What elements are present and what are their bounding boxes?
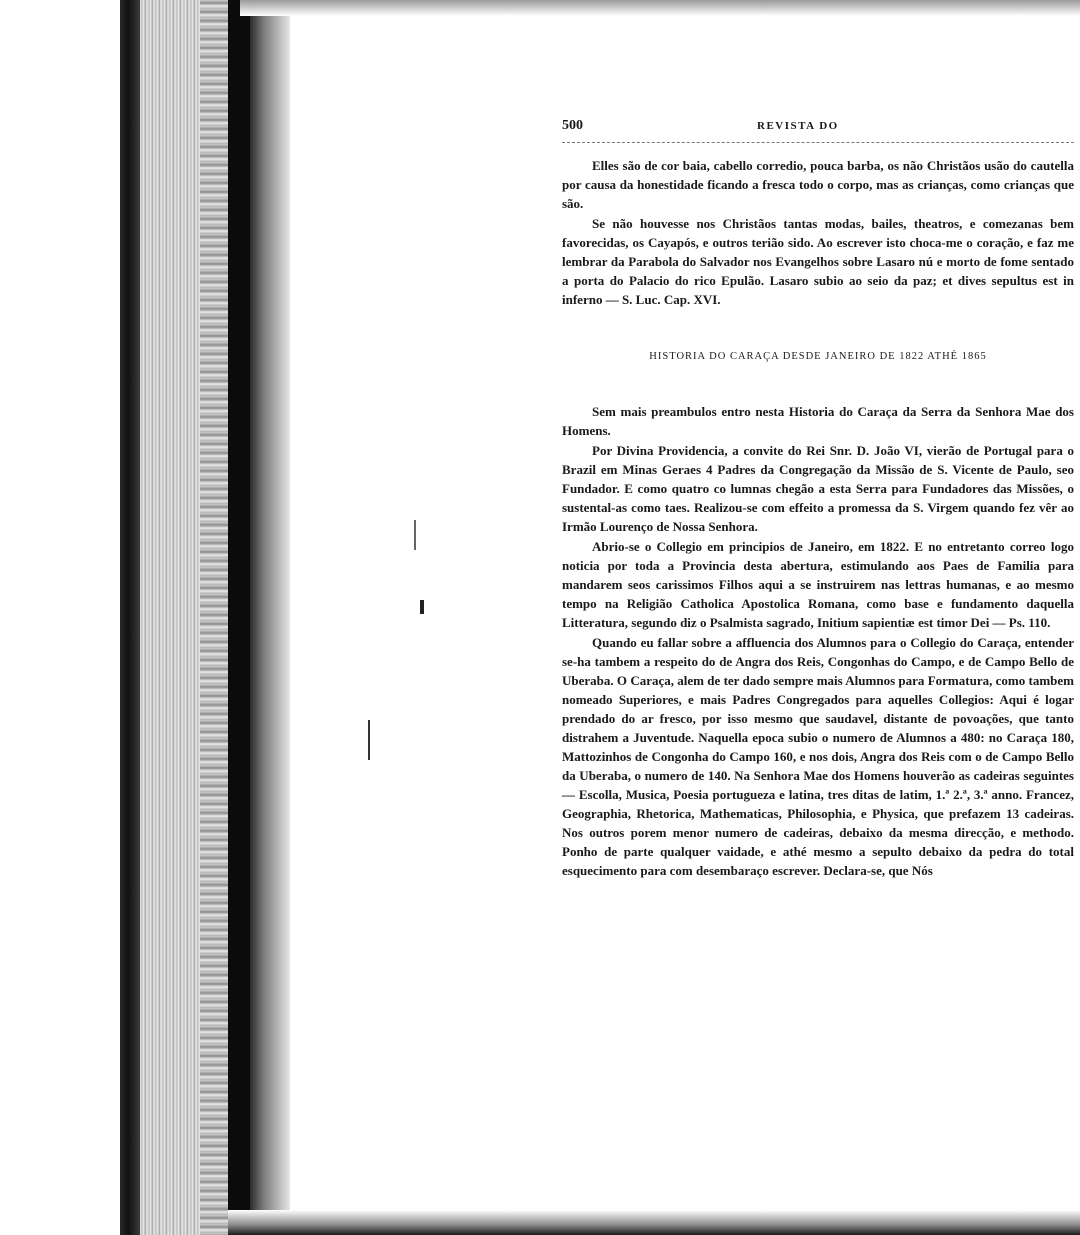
paragraph: Sem mais preambulos entro nesta Historia do Caraça da Serra da Senhora Mae dos Homens.: [562, 404, 1074, 438]
paragraph: Abrio-se o Collegio em principios de Janeiro, em 1822. E no entretanto correo logo noticia por toda a Provincia desta abertura, estimulando aos Paes de Familia para mandarem seos carissimos Filhos aqui a se instruirem nas lettras humanas, e ao mesmo tempo na Religião Catholica Apostolica Romana, como base e fundamento daquella Litteratura, segundo diz o Psalmista sagrado, Initium sapientiæ est timor Dei — Ps. 110.: [562, 539, 1074, 630]
paragraph: Se não houvesse nos Christãos tantas modas, bailes, theatros, e comezanas bem favorecidas, os Cayapós, e outros terião sido. Ao escrever isto choca-me o coração, e faz me lembrar da Parabola do Salvador nos Evangelhos sobre Lasaro nú e morto de fome sentado a porta do Palacio do rico Epulão. Lasaro subio ao seio da paz; et dives sepultus est in inferno — S. Luc. Cap. XVI.: [562, 216, 1074, 307]
binding-curve: [250, 0, 290, 1235]
page-edges: [140, 0, 202, 1235]
bleed-mark: [414, 520, 416, 550]
paragraph: Por Divina Providencia, a convite do Rei Snr. D. João VI, vierão de Portugal para o Brazil em Minas Geraes 4 Padres da Congregação da Missão de S. Vicente de Paulo, seo Fundador. E como quatro co lumnas chegão a esta Serra para Fundadores das Missões, o sustental-as como taes. Realizou-se com effeito a promessa da S. Virgem quando fez vêr ao Irmão Lourenço de Nossa Senhora.: [562, 443, 1074, 534]
bleed-mark: [420, 600, 424, 614]
section-heading: HISTORIA DO CARAÇA DESDE JANEIRO DE 1822 ATHÉ 1865: [649, 351, 987, 362]
bleed-mark: [368, 720, 370, 760]
header-rule: [562, 142, 1074, 144]
running-title: REVISTA DO: [757, 120, 839, 132]
binding-shadow: [228, 0, 250, 1235]
top-shadow: [240, 0, 1080, 16]
paragraph: Elles são de cor baia, cabello corredio, pouca barba, os não Christãos usão do cautella por causa da honestidade ficando a fresca todo o corpo, mas as crianças, como crianças que são.: [562, 158, 1074, 211]
paragraph: Quando eu fallar sobre a affluencia dos Alumnos para o Collegio do Caraça, entender se-ha tambem a respeito do de Angra dos Reis, Congonhas do Campo, e de Campo Bello de Uberaba. O Caraça, alem de ter dado sempre mais Alumnos para Formatura, como tambem nomeado Superiores, e mais Padres Congregados para aquelles Collegios: Aqui é logar prendado do ar fresco, por isso mesmo que saudavel, distante de povoações, que tanto distrahem a Juventude. Naquella epoca subio o numero de Alumnos a 480: no Caraça 180, Mattozinhos de Congonha do Campo 160, e nos dois, Angra dos Reis com o de Campo Bello da Uberaba, o numero de 140. Na Senhora Mae dos Homens houverão as cadeiras seguintes — Escolla, Musica, Poesia portugueza e latina, tres ditas de latim, 1.ª 2.ª, 3.ª anno. Francez, Geographia, Rhetorica, Mathematicas, Philosophia, e Physica, que prefazem 13 cadeiras. Nos outros porem menor numero de cadeiras, debaixo da mesma direcção, e methodo. Ponho de parte qualquer vaidade, e athé mesmo a sepulto debaixo da pedra do total esquecimento para com desembaraço escrever. Declara-se, que Nós: [562, 635, 1074, 878]
page-number: 500: [562, 118, 583, 133]
bottom-shadow: [228, 1210, 1080, 1235]
page-edge-speckle: [200, 0, 230, 1235]
page-header: [562, 118, 1074, 140]
book-page: [562, 118, 1074, 880]
book-spine: [120, 0, 140, 1235]
left-margin: [0, 0, 120, 1235]
